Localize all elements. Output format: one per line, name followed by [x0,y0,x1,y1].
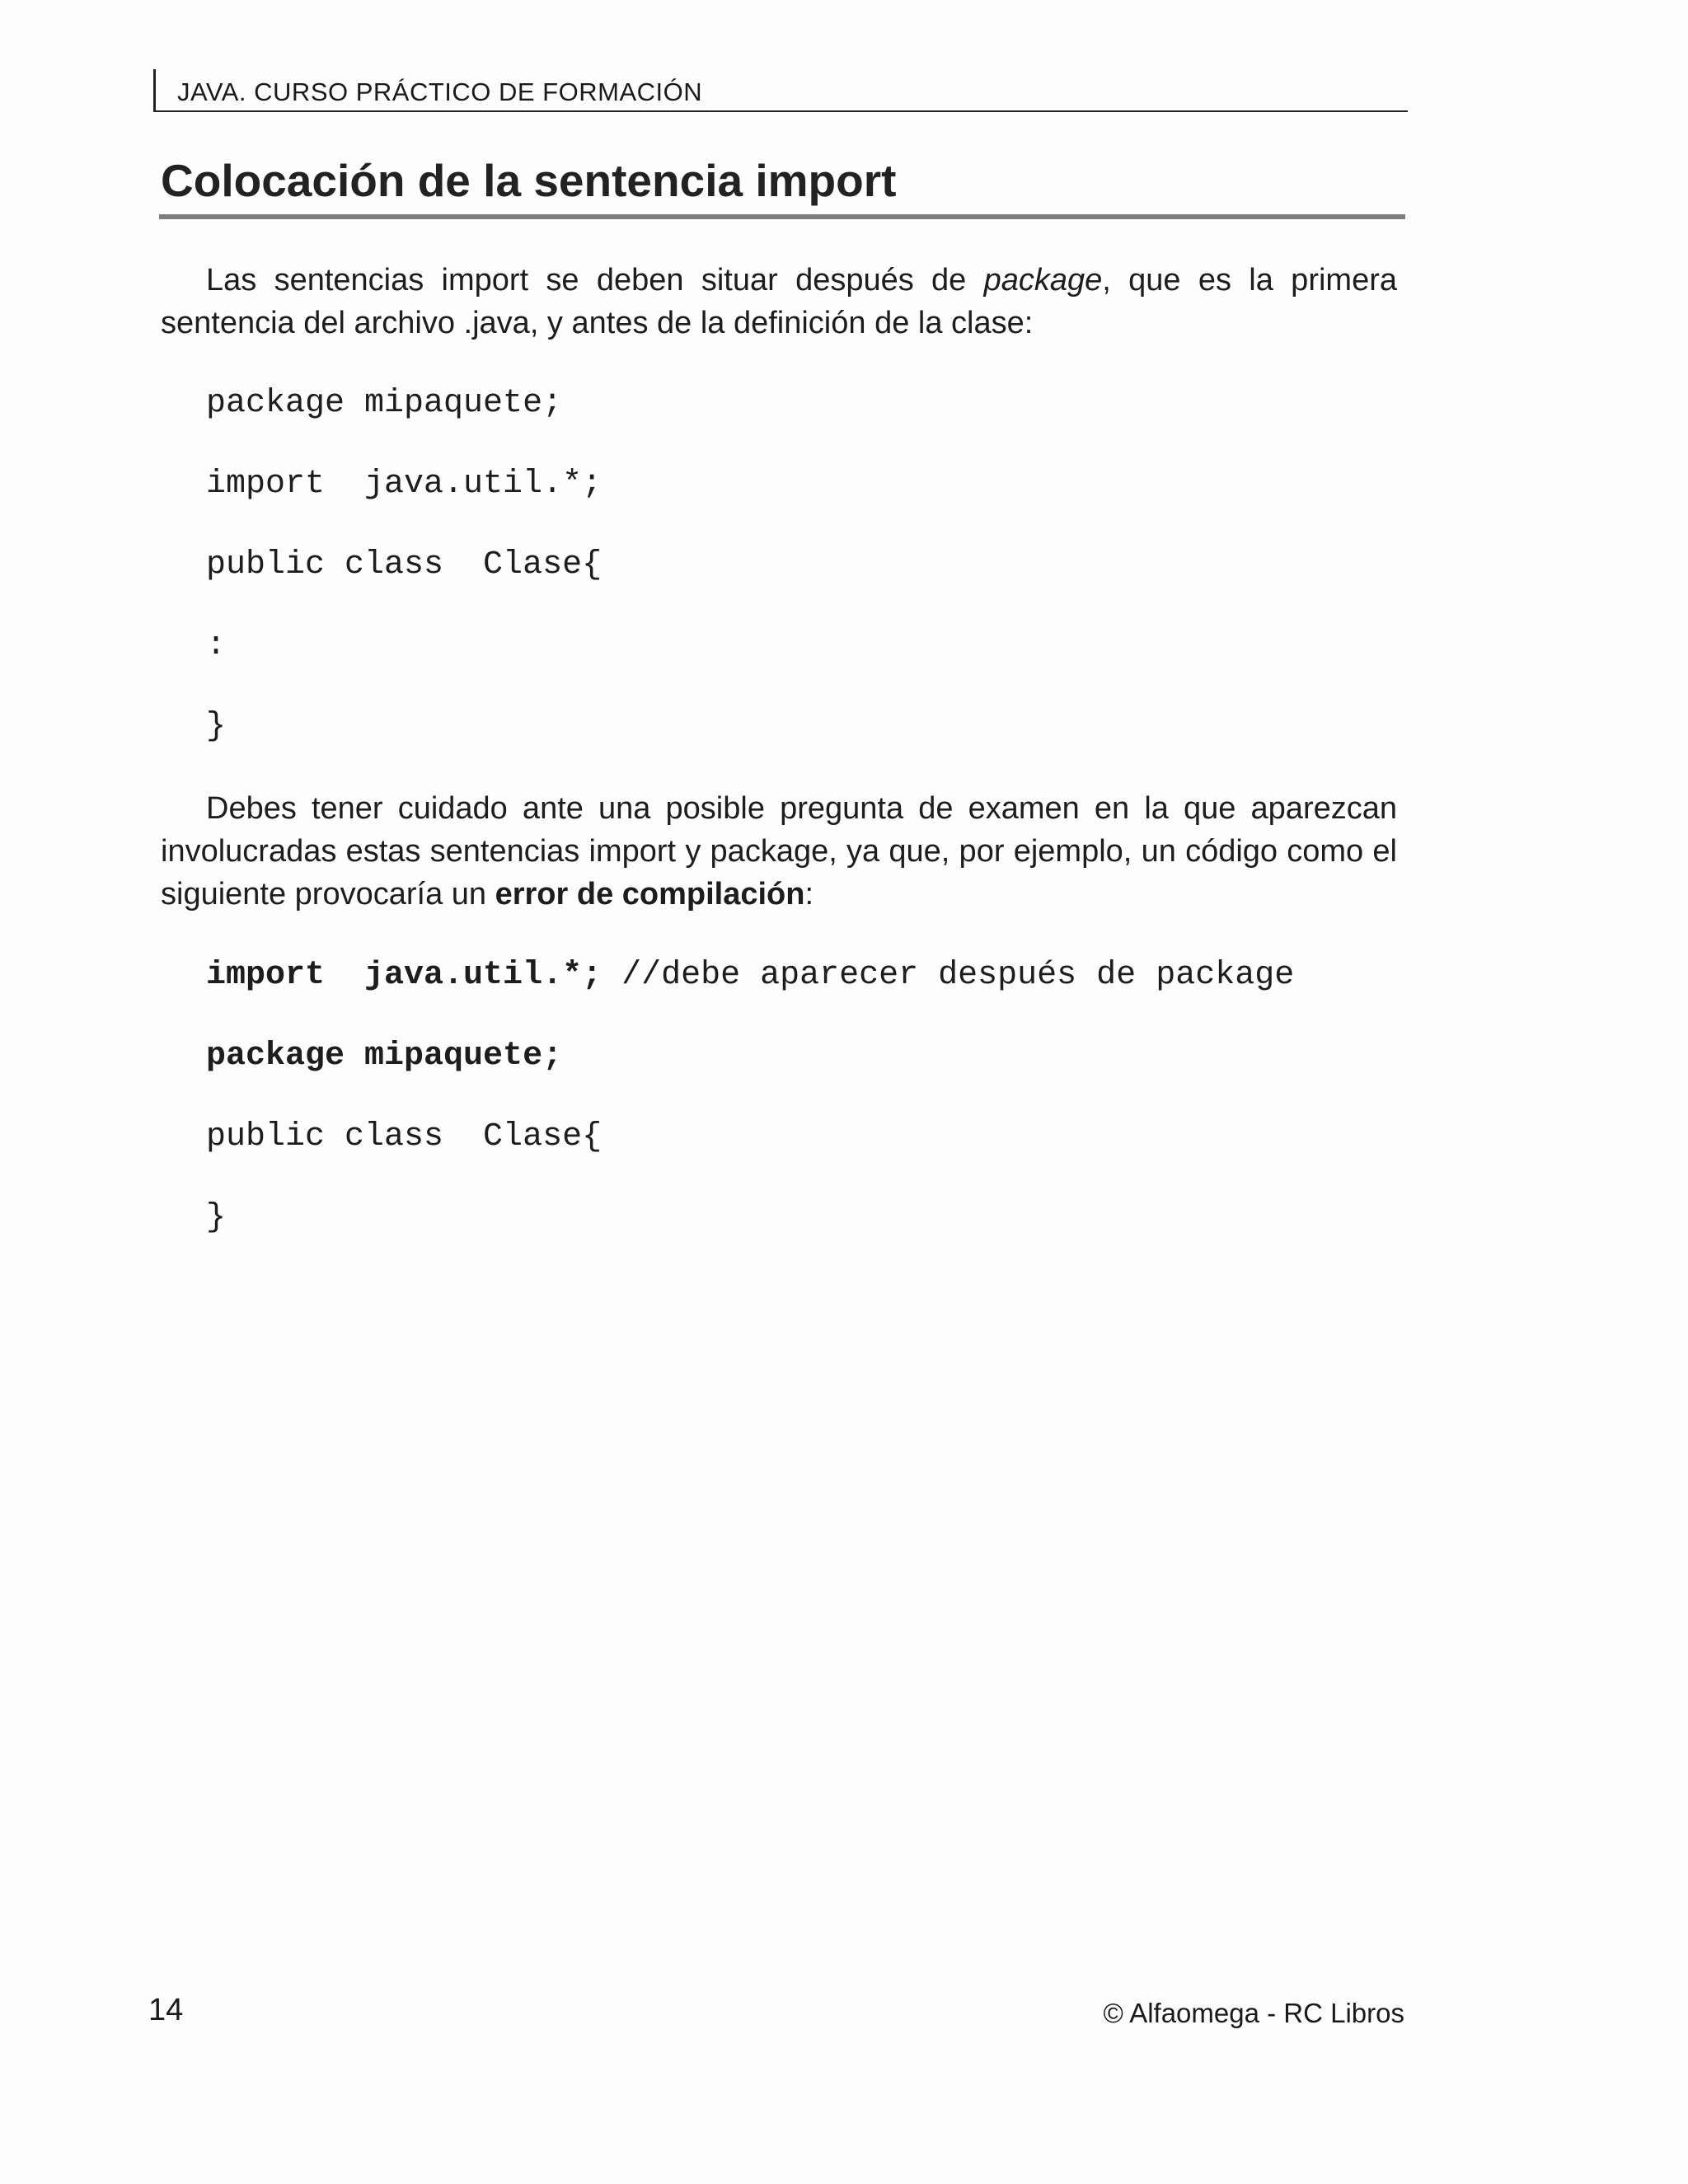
paragraph-intro-emphasis: package [983,263,1103,298]
paragraph-warning-text-2: : [804,877,814,912]
copyright-notice: © Alfaomega - RC Libros [1103,1998,1404,2028]
code-line: package mipaquete; [206,385,563,422]
code-line: } [206,708,227,745]
code-line-error [206,1040,562,1073]
paragraph-warning [161,787,1397,916]
section-title: Colocación de la sentencia import [161,155,897,206]
code-line-error [206,959,1294,992]
paragraph-intro [161,259,1397,344]
running-header [153,69,1408,112]
running-header-title: JAVA. CURSO PRÁCTICO DE FORMACIÓN [177,77,703,106]
section-heading [159,155,1405,219]
page-number: 14 [148,1993,184,2027]
code-line: import java.util.*; [206,466,603,503]
paragraph-warning-text-1: Debes tener cuidado ante una posible pregunta de examen en la que aparezcan involucradas estas sentencias import y package, ya que, por ejemplo, un código como el siguiente provocaría un [161,791,1397,912]
paragraph-intro-text-1: Las sentencias import se deben situar después de [206,263,984,298]
code-line: public class Clase{ [206,1118,603,1155]
code-package-bold: package mipaquete; [206,1038,563,1075]
paragraph-intro-text-2: , que es la primera sentencia del archivo .java, y antes de la definición de la clase: [161,263,1397,340]
paragraph-warning-bold: error de compilación [495,877,805,912]
code-line: public class Clase{ [206,546,603,583]
code-line: } [206,1199,227,1236]
code-comment: //debe aparecer después de package [602,957,1295,994]
code-line: : [206,627,227,664]
code-import-bold: import java.util.*; [206,957,603,994]
